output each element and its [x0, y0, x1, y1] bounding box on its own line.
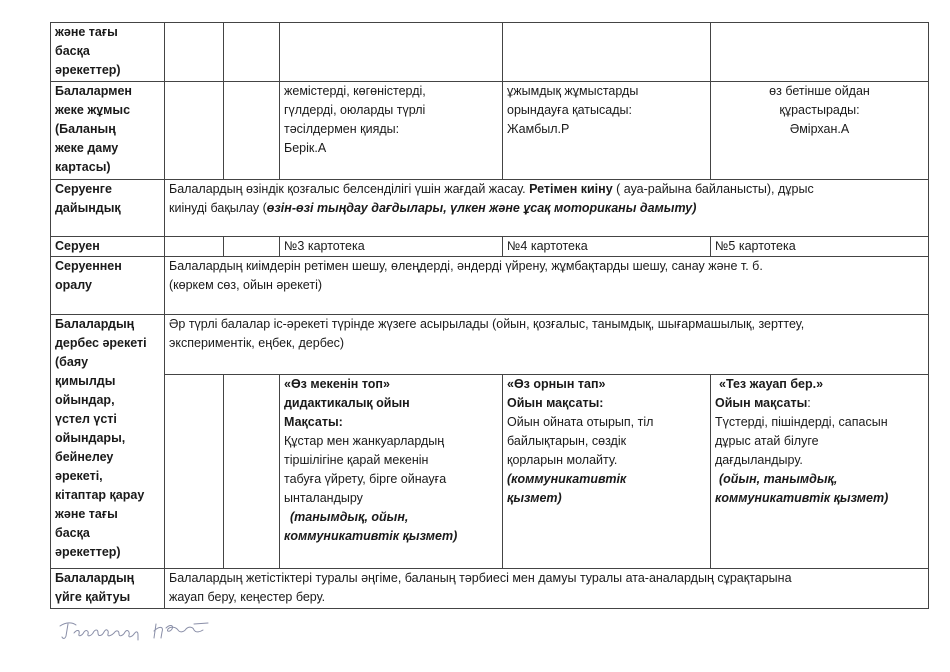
individual-work-day5: өз бетінше ойдан құрастырады: Әмірхан.А	[711, 82, 929, 180]
table-row	[51, 23, 929, 82]
game-day4: «Өз орнын тап» Ойын мақсаты: Ойын ойната отырып, тіл байлықтарын, сөздік қорларын молайту. (коммуникативтік қызмет)	[503, 375, 711, 569]
empty-cell	[280, 23, 503, 82]
game-day5: «Тез жауап бер.» Ойын мақсаты: Түстерді, пішіндерді, сапасын дұрыс атай білуге дағдыландыру. (ойын, танымдық, коммуникативтік қызмет)	[711, 375, 929, 569]
table-row	[51, 237, 929, 257]
empty-cell	[165, 375, 224, 569]
empty-cell	[165, 237, 224, 257]
row-label-walk: Серуен	[51, 237, 165, 257]
row-label-return-from-walk: Серуеннен оралу	[51, 257, 165, 315]
table-row	[51, 82, 929, 180]
empty-cell	[165, 82, 224, 180]
empty-cell	[224, 237, 280, 257]
game-title: «Тез жауап бер.»	[719, 377, 824, 391]
walk-card-day5: №5 картотека	[711, 237, 929, 257]
table-row	[51, 375, 929, 569]
individual-work-day3: жемістерді, көгөністерді, гүлдерді, оюларды түрлі тәсілдермен қияды: Берік.А	[280, 82, 503, 180]
game-title: «Өз орнын тап»	[507, 377, 606, 391]
row-label-other-activities: және тағы басқа әрекеттер)	[51, 23, 165, 82]
row-label-independent-activity: Балалардың дербес әрекеті (баяу қимылды ойындар, үстел үсті ойындары, бейнелеу әрекеті, кітаптар қарау және тағы басқа әрекеттер)	[51, 315, 165, 569]
empty-cell	[224, 375, 280, 569]
table-row	[51, 315, 929, 375]
empty-cell	[711, 23, 929, 82]
daily-plan-table	[50, 22, 929, 609]
empty-cell	[165, 23, 224, 82]
table-row	[51, 180, 929, 237]
return-from-walk-text: Балалардың киімдерін ретімен шешу, өлеңдерді, әндерді үйрену, жұмбақтарды шешу, санау және т. б. (көркем сөз, ойын әрекеті)	[165, 257, 929, 315]
row-label-walk-preparation: Серуенге дайындық	[51, 180, 165, 237]
walk-preparation-text: Балалардың өзіндік қозғалыс белсенділігі үшін жағдай жасау. Ретімен киіну ( ауа-райына байланысты), дұрыс киінуді бақылау (өзін-өзі тыңдау дағдылары, үлкен және ұсақ моториканы дамыту)	[165, 180, 929, 237]
empty-cell	[224, 82, 280, 180]
game-title: «Өз мекенін топ»	[284, 377, 390, 391]
row-label-going-home: Балалардың үйге қайтуы	[51, 569, 165, 609]
independent-activity-text: Әр түрлі балалар іс-әрекеті түрінде жүзеге асырылады (ойын, қозғалыс, танымдық, шығармашылық, зерттеу, экспериментік, еңбек, дербес)	[165, 315, 929, 375]
empty-cell	[503, 23, 711, 82]
handwritten-signature	[58, 618, 218, 644]
individual-work-day4: ұжымдық жұмыстарды орындауға қатысады: Жамбыл.Р	[503, 82, 711, 180]
table-row	[51, 257, 929, 315]
table-row	[51, 569, 929, 609]
walk-card-day4: №4 картотека	[503, 237, 711, 257]
game-day3: «Өз мекенін топ» дидактикалық ойын Мақсаты: Құстар мен жанкуарлардың тіршілігіне қарай мекенін табуға үйрету, бірге ойнауға ынталандыру (танымдық, ойын, коммуникативтік қызмет)	[280, 375, 503, 569]
going-home-text: Балалардың жетістіктері туралы әңгіме, баланың тәрбиесі мен дамуы туралы ата-аналардың сұрақтарына жауап беру, кеңестер беру.	[165, 569, 929, 609]
walk-card-day3: №3 картотека	[280, 237, 503, 257]
empty-cell	[224, 23, 280, 82]
row-label-individual-work: Балалармен жеке жұмыс (Баланың жеке даму картасы)	[51, 82, 165, 180]
